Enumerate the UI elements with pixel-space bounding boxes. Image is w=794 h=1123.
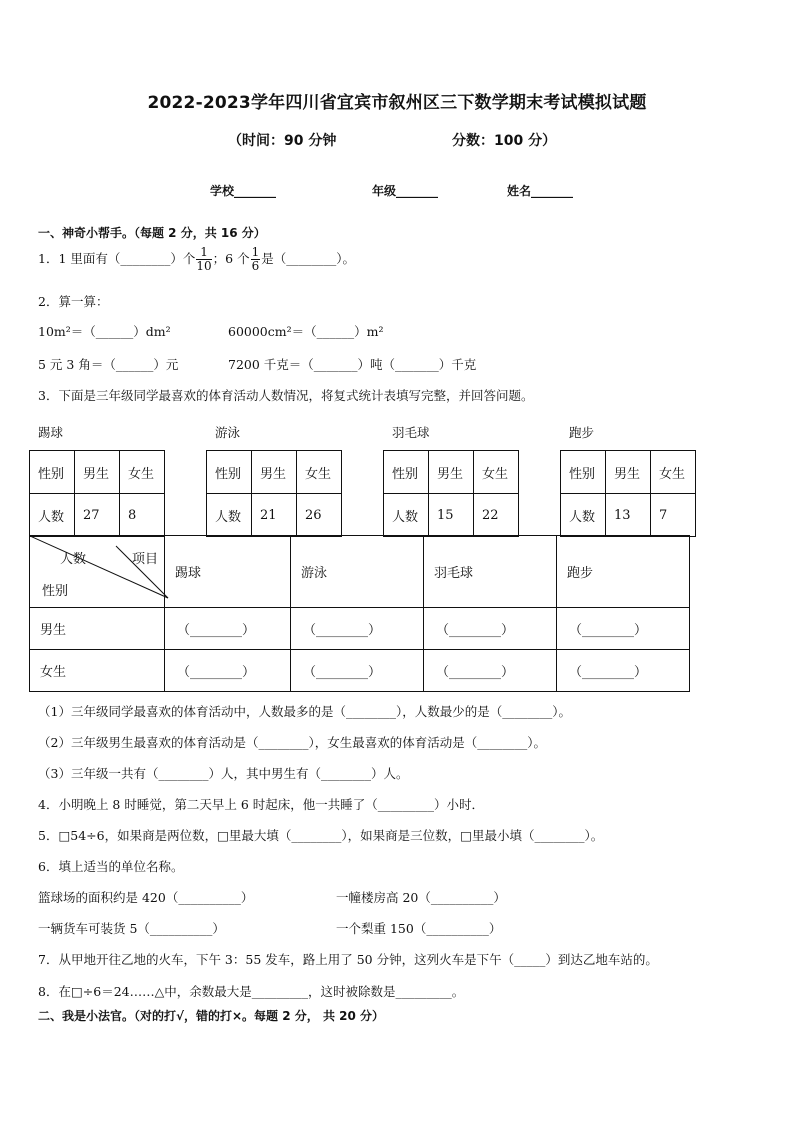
q1-part-c: 是（________）。 (261, 251, 356, 266)
question-2b: 60000cm²＝（______）m² (228, 324, 384, 339)
table-swim: 性别 男生 女生 人数 21 26 (206, 450, 342, 537)
grade-field[interactable]: 年级_______ (372, 184, 439, 198)
blank-cell[interactable]: （________） (165, 608, 291, 650)
fraction-1-6: $\frac{1}{6}$ (251, 245, 260, 273)
question-2-heading: 2．算一算： (38, 294, 109, 309)
table-soccer: 性别 男生 女生 人数 27 8 (29, 450, 165, 537)
time-label: （时间：90 分钟 (228, 133, 337, 149)
blank-cell[interactable]: （________） (291, 608, 424, 650)
table-title-running: 跑步 (569, 425, 595, 440)
row-header-girls: 女生 (30, 650, 165, 692)
question-7: 7．从甲地开往乙地的火车，下午 3：55 发车，路上用了 50 分钟，这列火车是下午（_____）到达乙地车站的。 (38, 952, 658, 967)
blank-cell[interactable]: （________） (165, 650, 291, 692)
section1-heading: 一、神奇小帮手。（每题 2 分，共 16 分） (38, 226, 266, 240)
blank-cell[interactable]: （________） (291, 650, 424, 692)
col-header-soccer: 踢球 (165, 536, 291, 608)
blank-cell[interactable]: （________） (557, 608, 690, 650)
question-2d: 7200 千克＝（_______）吨（_______）千克 (228, 357, 477, 372)
question-4: 4．小明晚上 8 时睡觉，第二天早上 6 时起床，他一共睡了（_________）小时． (38, 797, 485, 812)
score-label: 分数：100 分） (452, 133, 557, 149)
question-3-3: （3）三年级一共有（________）人，其中男生有（________）人。 (38, 766, 409, 781)
diag-label-count: 人数 (60, 552, 87, 567)
fraction-1-10: $\frac{1}{10}$ (196, 245, 212, 273)
q1-part-b: ；6 个 (212, 251, 250, 266)
question-3-heading: 3．下面是三年级同学最喜欢的体育活动人数情况，将复式统计表填写完整，并回答问题。 (38, 388, 534, 403)
blank-cell[interactable]: （________） (424, 650, 557, 692)
diag-label-item: 项目 (132, 552, 159, 567)
question-5: 5．□54÷6，如果商是两位数，□里最大填（________），如果商是三位数，□里最小填（________）。 (38, 828, 604, 843)
diag-label-gender: 性别 (42, 584, 69, 599)
table-title-badminton: 羽毛球 (392, 425, 430, 440)
question-2a: 10m²＝（______）dm² (38, 324, 171, 339)
question-6a: 篮球场的面积约是 420（__________） (38, 890, 254, 905)
question-6b: 一幢楼房高 20（__________） (336, 890, 506, 905)
table-title-soccer: 踢球 (38, 425, 64, 440)
question-1 (38, 246, 355, 273)
table-running: 性别 男生 女生 人数 13 7 (560, 450, 696, 537)
diagonal-header (30, 536, 165, 608)
col-header-badminton: 羽毛球 (424, 536, 557, 608)
row-header-boys: 男生 (30, 608, 165, 650)
col-header-running: 跑步 (557, 536, 690, 608)
question-6c: 一辆货车可装货 5（__________） (38, 921, 225, 936)
table-title-swim: 游泳 (215, 425, 241, 440)
compound-table (29, 535, 690, 692)
q1-part-a: 1．1 里面有（________）个 (38, 251, 196, 266)
blank-cell[interactable]: （________） (424, 608, 557, 650)
question-3-2: （2）三年级男生最喜欢的体育活动是（________），女生最喜欢的体育活动是（________）。 (38, 735, 546, 750)
question-8: 8．在□÷6＝24……△中，余数最大是_________，这时被除数是_________。 (38, 984, 465, 999)
table-badminton: 性别 男生 女生 人数 15 22 (383, 450, 519, 537)
question-2c: 5 元 3 角＝（______）元 (38, 357, 179, 372)
question-3-1: （1）三年级同学最喜欢的体育活动中，人数最多的是（________），人数最少的是（________）。 (38, 704, 571, 719)
question-6-heading: 6．填上适当的单位名称。 (38, 859, 184, 874)
name-field[interactable]: 姓名_______ (507, 184, 574, 198)
blank-cell[interactable]: （________） (557, 650, 690, 692)
question-6d: 一个梨重 150（__________） (336, 921, 502, 936)
section2-heading: 二、我是小法官。（对的打√，错的打×。每题 2 分， 共 20 分） (38, 1009, 384, 1023)
page-title: 2022-2023学年四川省宜宾市叙州区三下数学期末考试模拟试题 (147, 93, 647, 113)
col-header-swim: 游泳 (291, 536, 424, 608)
school-field[interactable]: 学校_______ (210, 184, 277, 198)
